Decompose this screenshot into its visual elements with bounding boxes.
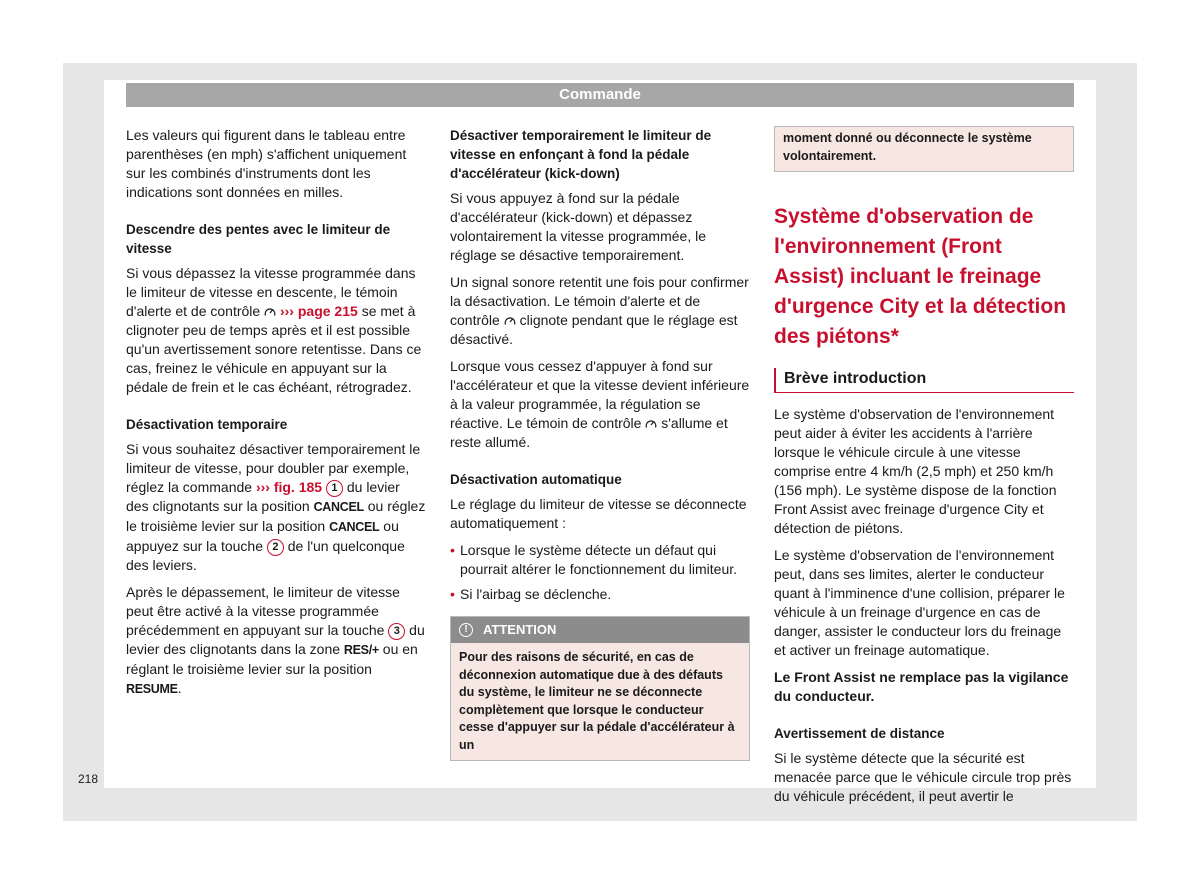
speed-limiter-warning-icon [264,307,276,317]
paragraph: Le système d'observation de l'environnement peut aider à éviter les accidents à l'arrière lorsque le véhicule circule à une vitesse comprise entre 4 km/h (2,5 mph) et 250 km/h (156 mph). Le système dispose de la fonction Front Assist avec freinage d'urgence City et détection de piétons. [774,406,1057,536]
callout-number-2: 2 [267,539,284,556]
resume-label: RESUME [126,682,178,696]
info-circle-icon: ! [459,623,473,637]
subheading-desactivation-automatique: Désactivation automatique [450,472,622,487]
warning-continuation-box: moment donné ou déconnecte le système volontairement. [774,126,1074,172]
subheading-kick-down: Désactiver temporairement le limiteur de vitesse en enfonçant à fond la pédale d'accélérateur (kick-down) [450,128,712,181]
speed-limiter-warning-icon [645,419,657,429]
cancel-label: CANCEL [313,500,364,514]
subheading-descendre: Descendre des pentes avec le limiteur de vitesse [126,222,391,256]
warning-header [451,617,749,643]
callout-number-1: 1 [326,480,343,497]
res-plus-label: RES/+ [343,643,379,657]
column-1 [126,126,426,707]
list-item: • Si l'airbag se déclenche. [450,586,612,602]
list-item: • Lorsque le système détecte un défaut qui pourrait altérer le fonctionnement du limiteur. [450,542,738,577]
chapter-header: Commande [126,83,1074,107]
column-2 [450,126,750,761]
cancel-label: CANCEL [329,520,380,534]
warning-box [450,616,750,761]
paragraph: Le Front Assist ne remplace pas la vigilance du conducteur. [774,669,1069,704]
paragraph: Si le système détecte que la sécurité est menacée parce que le véhicule circule trop près du véhicule précédent, il peut avertir le [774,750,1072,804]
column-3 [774,126,1074,814]
red-bullet-icon: • [450,586,455,602]
paragraph: Après le dépassement, le limiteur de vitesse peut être activé à la vitesse programmée précédemment en appuyant sur la touche 3 du levier des clignotants dans la zone RES/+ ou en réglant le troisième levier sur la position RESUME. [126,584,425,696]
paragraph: Le système d'observation de l'environnement peut, dans ses limites, alerter le conducteur quant à l'imminence d'une collision, préparer le véhicule à un freinage d'urgence en cas de danger, assister le conducteur lors du freinage et activer un freinage automatique. [774,547,1065,658]
callout-number-3: 3 [388,623,405,640]
warning-title: ATTENTION [483,622,557,637]
paragraph: Un signal sonore retentit une fois pour confirmer la désactivation. Le témoin d'alerte et de contrôle clignote pendant que le réglage est désactivé. [450,274,749,347]
red-bullet-icon: • [450,542,455,558]
subheading-desactivation-temporaire: Désactivation temporaire [126,417,288,432]
paragraph: Si vous dépassez la vitesse programmée dans le limiteur de vitesse en descente, le témoin d'alerte et de contrôle ››› page 215 se met à clignoter peu de temps après et il est possible qu'un avertissement sonore retentisse. Dans ce cas, freinez le véhicule en appuyant sur la pédale de frein et le cas échéant, rétrogradez. [126,265,422,395]
paragraph: Si vous souhaitez désactiver temporairement le limiteur de vitesse, pour doubler par exemple, réglez la commande ››› fig. 185 1 du levier des clignotants sur la position CANCEL ou réglez le troisième levier sur la position CANCEL ou appuyez sur la touche 2 de l'un quelconque des leviers. [126,441,426,573]
figure-reference-link[interactable]: ››› fig. 185 [255,479,323,495]
speed-limiter-warning-icon [504,316,516,326]
paragraph: Le réglage du limiteur de vitesse se déconnecte automatiquement : [450,496,747,531]
paragraph: Les valeurs qui figurent dans le tableau entre parenthèses (en mph) s'affichent uniquement sur les combinés d'instruments dont les indications sont données en milles. [126,127,407,200]
section-title: Système d'observation de l'environnement (Front Assist) incluant le freinage d'urgence City et la détection des piétons* [774,205,1067,348]
subsection-title: Brève introduction [774,368,1074,393]
warning-body: Pour des raisons de sécurité, en cas de déconnexion automatique due à des défauts du système, le limiteur ne se déconnecte complètement que lorsque le conducteur cesse d'appuyer sur la pédale d'accélérateur à un [459,650,735,752]
page-reference-link[interactable]: ››› page 215 [279,303,358,319]
paragraph: Lorsque vous cessez d'appuyer à fond sur l'accélérateur et que la vitesse devient inférieure à la valeur programmée, la régulation se réactive. Le témoin de contrôle s'allume et reste allumé. [450,358,750,450]
paragraph: Si vous appuyez à fond sur la pédale d'accélérateur (kick-down) et dépassez volontairement la vitesse programmée, le réglage se désactive temporairement. [450,190,707,263]
page-number: 218 [78,772,99,786]
subheading-avertissement: Avertissement de distance [774,726,945,741]
